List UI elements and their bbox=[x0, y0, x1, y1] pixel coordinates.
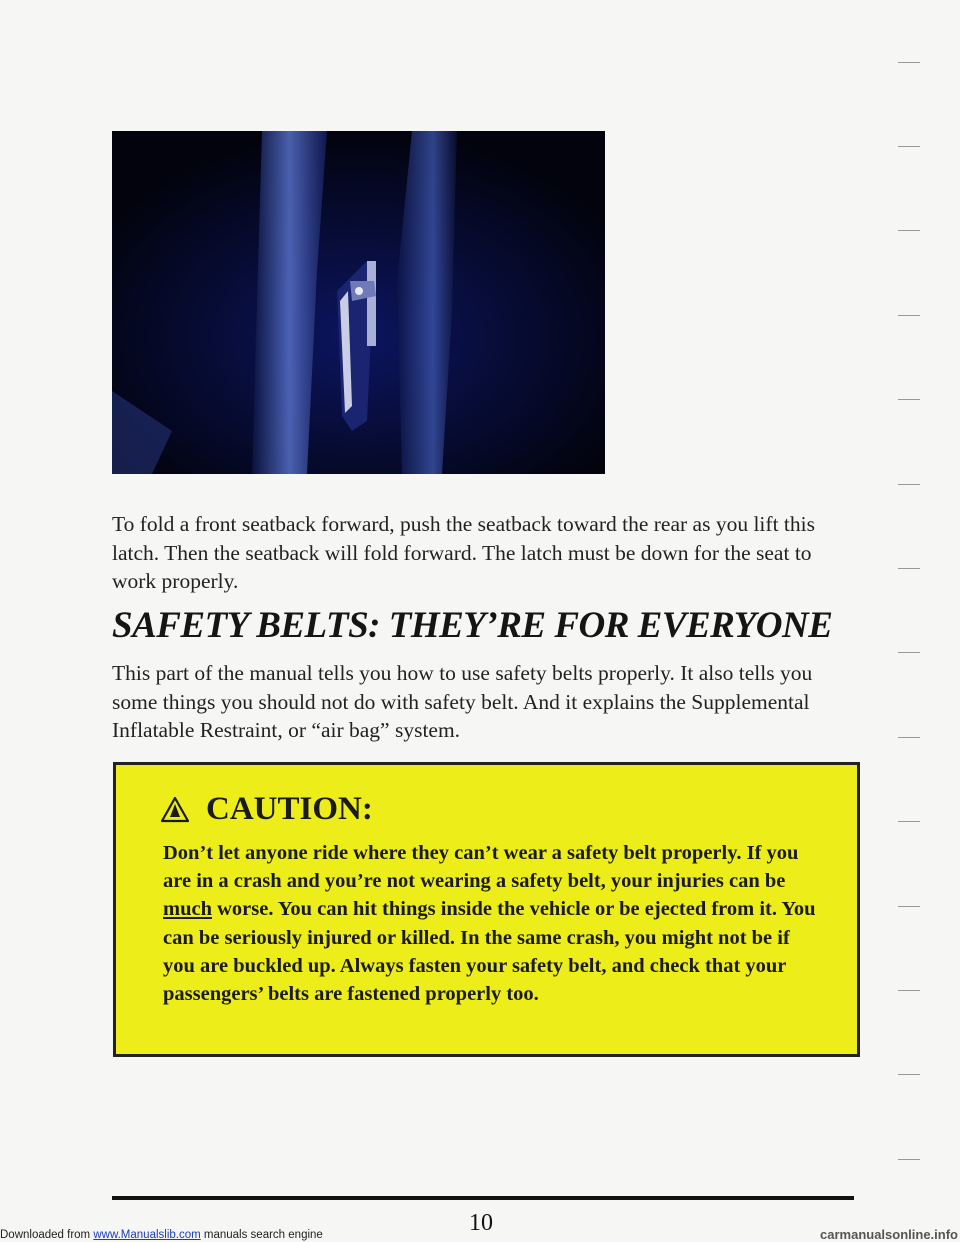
caution-label: CAUTION: bbox=[206, 791, 373, 827]
margin-tick bbox=[898, 737, 920, 738]
footer-rule bbox=[112, 1196, 854, 1200]
margin-tick bbox=[898, 821, 920, 822]
margin-tick bbox=[898, 315, 920, 316]
margin-tick bbox=[898, 1159, 920, 1160]
emphasis-word: much bbox=[163, 898, 212, 921]
margin-tick bbox=[898, 1074, 920, 1075]
margin-tick bbox=[898, 990, 920, 991]
section-intro-paragraph: This part of the manual tells you how to use safety belts properly. It also tells you some things you should not do with safety belt. And it explains the Supplemental Inflatable Restraint, or “air bag” system. bbox=[112, 661, 813, 742]
latch-instruction-paragraph: To fold a front seatback forward, push the seatback toward the rear as you lift this latch. Then the seatback will fold forward. The latch must be down for the seat to work properly. bbox=[112, 512, 815, 593]
margin-tick bbox=[898, 568, 920, 569]
manualslib-link[interactable]: www.Manualslib.com bbox=[93, 1229, 201, 1241]
caution-box bbox=[113, 762, 860, 1057]
margin-tick bbox=[898, 906, 920, 907]
margin-tick bbox=[898, 484, 920, 485]
download-footer: Downloaded from www.Manualslib.com manuals search engine bbox=[0, 1229, 323, 1241]
margin-tick bbox=[898, 399, 920, 400]
caution-text: Don’t let anyone ride where they can’t wear a safety belt properly. If you are in a crash and you’re not wearing a safety belt, your injuries can be much worse. You can hit things inside the vehicle or be ejected from it. You can be seriously injured or killed. In the same crash, you might not be if you are buckled up. Always fasten your safety belt, and check that your passengers’ belts are fastened properly too. bbox=[163, 842, 816, 1006]
margin-tick bbox=[898, 652, 920, 653]
page-number: 10 bbox=[469, 1210, 493, 1236]
caution-title bbox=[160, 791, 373, 828]
warning-triangle-icon bbox=[160, 796, 190, 823]
watermark-text: carmanualsonline.info bbox=[820, 1227, 958, 1242]
seatback-latch-photo bbox=[112, 131, 605, 474]
margin-tick bbox=[898, 62, 920, 63]
margin-tick bbox=[898, 230, 920, 231]
margin-tick bbox=[898, 146, 920, 147]
section-heading: SAFETY BELTS: THEY’RE FOR EVERYONE bbox=[112, 605, 833, 646]
